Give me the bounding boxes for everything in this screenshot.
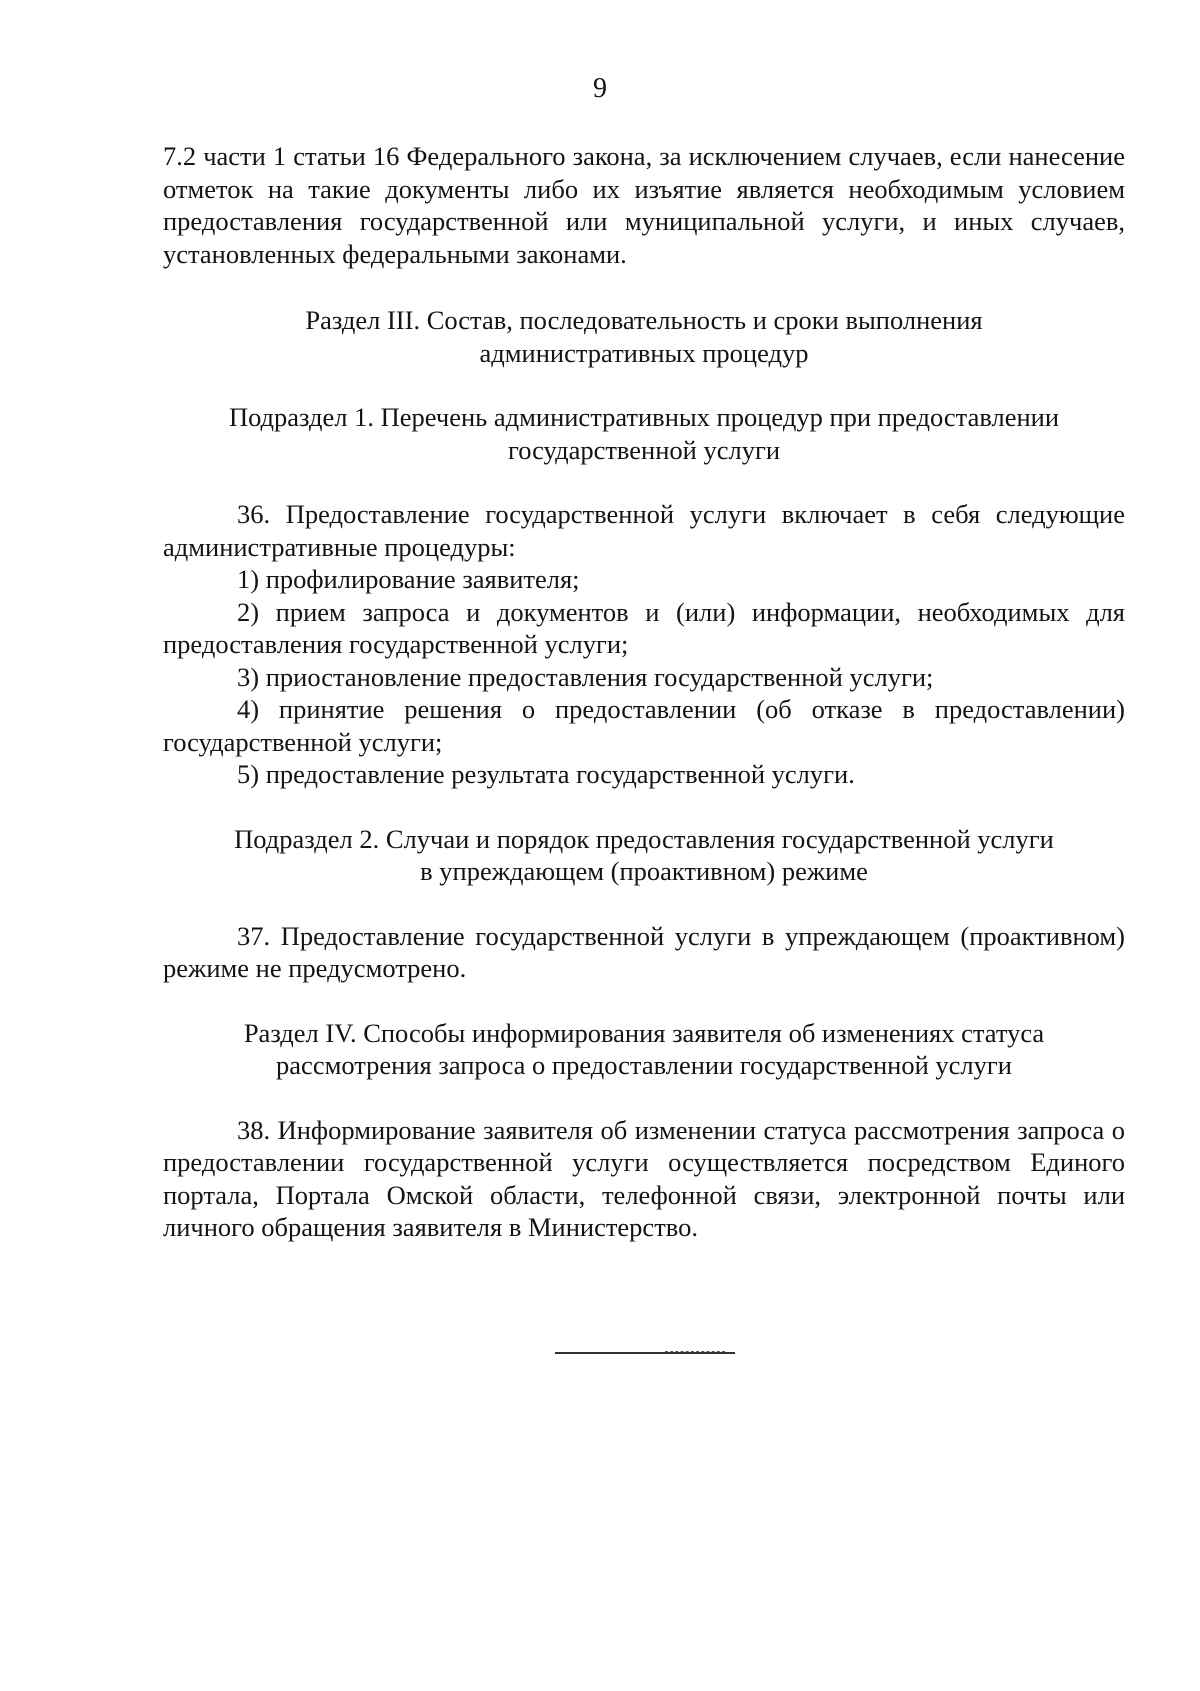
- subsection-1-heading-line1: Подраздел 1. Перечень административных процедур при предоставлении: [228, 402, 1060, 432]
- section-3-heading-line1: Раздел III. Состав, последовательность и сроки выполнения: [305, 305, 983, 335]
- section-3-heading: [163, 304, 1125, 369]
- list-item: 1) профилирование заявителя;: [237, 564, 580, 594]
- document-body: [163, 140, 1125, 1244]
- subsection-1-heading-line2: государственной услуги: [507, 434, 781, 465]
- section-3-heading-line2: административных процедур: [479, 337, 809, 368]
- intro-paragraph: 7.2 части 1 статьи 16 Федерального закона, за исключением случаев, если нанесение отметок на такие документы либо их изъятие является необходимым условием предоставления государственной или муниципальной услуги, и иных случаев, установленных федеральными законами.: [163, 141, 1125, 269]
- page-number: 9: [593, 73, 607, 104]
- item-36-paragraph: 36. Предоставление государственной услуги включает в себя следующие административные процедуры:: [163, 499, 1125, 562]
- subsection-1-heading: [163, 401, 1125, 466]
- list-item: 4) принятие решения о предоставлении (об отказе в предоставлении) государственной услуги;: [163, 694, 1125, 757]
- section-4-heading-line1: Раздел IV. Способы информирования заявителя об изменениях статуса: [243, 1017, 1045, 1048]
- item-38-paragraph: 38. Информирование заявителя об изменении статуса рассмотрения запроса о предоставлении государственной услуги осуществляется посредством Единого портала, Портала Омской области, телефонной связи, электронной почты или личного обращения заявителя в Министерство.: [163, 1114, 1125, 1242]
- list-item: 2) прием запроса и документов и (или) информации, необходимых для предоставления государственной услуги;: [163, 596, 1125, 659]
- subsection-2-heading: [163, 823, 1125, 888]
- list-item: 3) приостановление предоставления государственной услуги;: [237, 661, 934, 692]
- subsection-2-heading-line2: в упреждающем (проактивном) режиме: [420, 856, 868, 886]
- item-37-paragraph: 37. Предоставление государственной услуги в упреждающем (проактивном) режиме не предусмотрено.: [163, 920, 1125, 983]
- section-4-heading-line2: рассмотрения запроса о предоставлении государственной услуги: [276, 1050, 1012, 1080]
- end-of-text-rule: [555, 1352, 735, 1354]
- subsection-2-heading-line1: Подраздел 2. Случаи и порядок предоставления государственной услуги: [234, 823, 1054, 854]
- section-4-heading: [163, 1017, 1125, 1082]
- list-item: 5) предоставление результата государственной услуги.: [237, 759, 855, 789]
